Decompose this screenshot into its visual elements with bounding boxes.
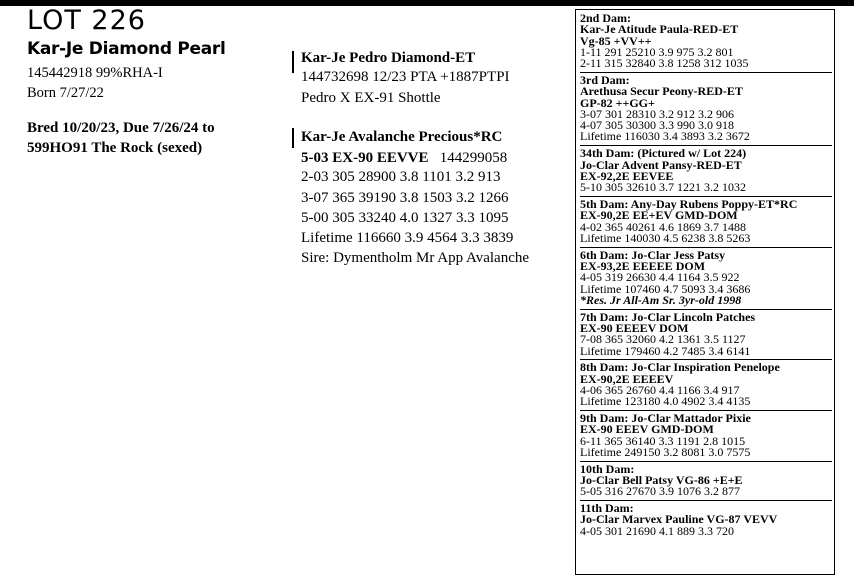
dam-entry-identity: EX-90,2E EE+EV GMD-DOM — [580, 208, 738, 223]
dam-entry-record: 6-11 365 36140 3.3 1191 2.8 1015 — [580, 433, 746, 448]
maternal-pedigree-box — [575, 9, 835, 575]
dam-entry — [580, 145, 832, 196]
dam-entry — [580, 500, 832, 539]
dam-entry-title: 34th Dam: (Pictured w/ Lot 224) — [580, 146, 747, 161]
dam-name: Kar-Je Avalanche Precious*RC — [301, 129, 503, 145]
dam-entry-note: *Res. Jr All-Am Sr. 3yr-old 1998 — [580, 292, 742, 307]
dam-entry — [580, 359, 832, 410]
breeding-line-1: Bred 10/20/23, Due 7/26/24 to — [27, 120, 215, 136]
dam-entry — [580, 196, 832, 247]
dam-lifetime: Lifetime 116660 3.9 4564 3.3 3839 — [301, 230, 514, 246]
birth-date: Born 7/27/22 — [27, 85, 104, 101]
dam-entry-title: 5th Dam: Any-Day Rubens Poppy-ET*RC — [580, 196, 798, 211]
sire-registration: 144732698 12/23 PTA +1887PTPI — [301, 69, 510, 85]
dam-entry-identity: EX-90 EEEV GMD-DOM — [580, 422, 714, 437]
dam-entry-identity: EX-92,2E EEVEE — [580, 168, 674, 183]
maternal-dam-list — [580, 13, 832, 539]
dam-entry-record: 7-08 365 32060 4.2 1361 3.5 1127 — [580, 332, 746, 347]
dam-entry-record: 4-02 365 40261 4.6 1869 3.7 1488 — [580, 219, 746, 234]
dam-bracket — [292, 128, 294, 148]
animal-name: Kar-Je Diamond Pearl — [27, 39, 226, 59]
dam-record: 2-03 305 28900 3.8 1101 3.2 913 — [301, 169, 501, 185]
dam-entry-identity: Jo-Clar Advent Pansy-RED-ET — [580, 157, 742, 172]
dam-entry-identity: Kar-Je Atitude Paula-RED-ET — [580, 22, 739, 37]
dam-entry-record: Lifetime 249150 3.2 8081 3.0 7575 — [580, 444, 751, 459]
sire-pedigree: Pedro X EX-91 Shottle — [301, 90, 441, 106]
dam-entry-record: Lifetime 123180 4.0 4902 3.4 4135 — [580, 394, 751, 409]
dam-entry-record: Lifetime 140030 4.5 6238 3.8 5263 — [580, 230, 751, 245]
dam-entry-title: 8th Dam: Jo-Clar Inspiration Penelope — [580, 360, 780, 375]
sire-name: Kar-Je Pedro Diamond-ET — [301, 50, 476, 66]
dam-entry-record: 3-07 301 28310 3.2 912 3.2 906 — [580, 106, 734, 121]
sire-bracket — [292, 51, 294, 73]
breeding-info — [27, 118, 215, 158]
dam-entry-title: 10th Dam: — [580, 461, 635, 476]
dam-entry-identity: Jo-Clar Bell Patsy VG-86 +E+E — [580, 472, 743, 487]
dam-entry-record: 4-05 319 26630 4.4 1164 3.5 922 — [580, 270, 740, 285]
dam-registration: 144299058 — [439, 150, 508, 166]
dam-entry — [580, 13, 832, 72]
dam-entry-record: Lifetime 116030 3.4 3893 3.2 3672 — [580, 129, 750, 144]
dam-entry-title: 9th Dam: Jo-Clar Mattador Pixie — [580, 411, 751, 425]
dam-entry-identity: EX-93,2E EEEEE DOM — [580, 258, 706, 273]
dam-entry — [580, 72, 832, 145]
registration-line: 145442918 99%RHA-I — [27, 65, 163, 81]
dam-entry-identity: Arethusa Secur Peony-RED-ET — [580, 84, 743, 99]
dam-record: 3-07 365 39190 3.8 1503 3.2 1266 — [301, 190, 509, 206]
dam-entry-title: 11th Dam: — [580, 501, 634, 516]
dam-entry-title: 7th Dam: Jo-Clar Lincoln Patches — [580, 309, 756, 324]
dam-entry-identity: GP-82 ++GG+ — [580, 95, 655, 110]
dam-sire: Sire: Dymentholm Mr App Avalanche — [301, 250, 530, 266]
dam-entry-record: 5-10 305 32610 3.7 1221 3.2 1032 — [580, 180, 746, 195]
dam-entry-identity: EX-90 EEEEV DOM — [580, 320, 689, 335]
dam-entry-identity: Vg-85 +VV++ — [580, 33, 652, 48]
breeding-line-2: 599HO91 The Rock (sexed) — [27, 140, 203, 156]
dam-entry-record: 4-07 305 30300 3.3 990 3.0 918 — [580, 118, 734, 133]
dam-entry-record: 5-05 316 27670 3.9 1076 3.2 877 — [580, 484, 740, 499]
dam-entry-title: 2nd Dam: — [580, 11, 632, 25]
dam-entry-record: Lifetime 107460 4.7 5093 3.4 3686 — [580, 281, 751, 296]
dam-entry-title: 3rd Dam: — [580, 72, 630, 87]
dam-entry — [580, 309, 832, 360]
dam-entry — [580, 247, 832, 309]
dam-entry-record: 4-05 301 21690 4.1 889 3.3 720 — [580, 523, 734, 538]
dam-entry-record: 1-11 291 25210 3.9 975 3.2 801 — [580, 44, 734, 59]
lot-number: LOT 226 — [27, 5, 146, 36]
dam-entry-record: Lifetime 179460 4.2 7485 3.4 6141 — [580, 343, 751, 358]
dam-entry-record: 4-06 365 26760 4.4 1166 3.4 917 — [580, 382, 740, 397]
dam-entry-record: 2-11 315 32840 3.8 1258 312 1035 — [580, 56, 749, 71]
dam-class: 5-03 EX-90 EEVVE — [301, 150, 429, 166]
dam-entry — [580, 461, 832, 500]
dam-record: 5-00 305 33240 4.0 1327 3.3 1095 — [301, 210, 509, 226]
dam-entry-identity: EX-90,2E EEEEV — [580, 371, 674, 386]
dam-entry-title: 6th Dam: Jo-Clar Jess Patsy — [580, 247, 726, 262]
dam-entry-identity: Jo-Clar Marvex Pauline VG-87 VEVV — [580, 512, 778, 527]
dam-entry — [580, 410, 832, 461]
